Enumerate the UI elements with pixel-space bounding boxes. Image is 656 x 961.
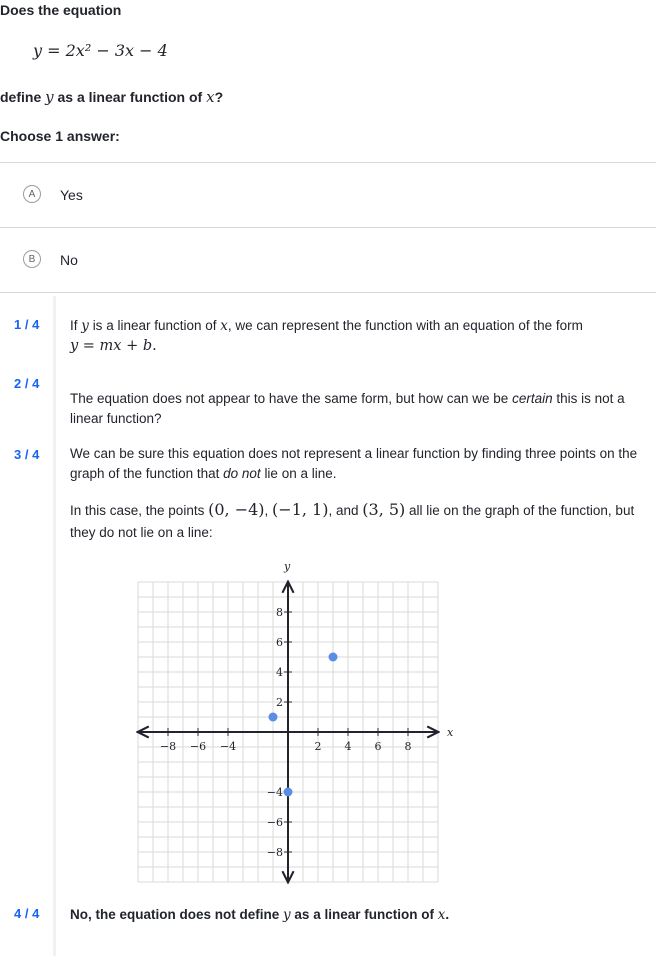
y-tick-label: 8 [276,606,283,619]
question-equation: y = 2x² − 3x − 4 [33,41,168,60]
x-tick-label: 2 [314,740,322,753]
hint-2-t1: The equation does not appear to have the same form, but how can we be [70,391,509,406]
y-tick-label: 6 [276,636,283,649]
hint-3-sep2: , and [328,503,359,518]
hint-1-text [70,316,650,356]
define-end: ? [214,89,224,105]
y-axis-label: y [284,560,291,573]
x-tick-label: 6 [374,740,382,753]
choice-b[interactable] [0,228,656,291]
hint-4-var-x: x [437,907,446,923]
point-neg1-1: (−1, 1) [272,500,329,519]
hint-1-equation: y = mx + b. [70,338,157,354]
point-0-neg4: (0, −4) [208,500,265,519]
hint-3-p2b: all lie on the graph of the function, but they do not lie on a line: [70,503,635,540]
x-tick-label: −4 [219,740,237,753]
x-tick-label: −8 [159,740,177,753]
hint-1-t2: is a linear function of [92,318,217,333]
hint-1-t3: , we can represent the function with an equation of the form [227,318,583,333]
question-intro: Does the equation [0,2,122,18]
choice-b-letter: B [23,250,41,268]
choice-a-letter: A [23,185,41,203]
hint-4-var-y: y [283,907,291,923]
data-point [269,713,278,722]
point-3-5: (3, 5) [362,500,406,519]
y-tick-label: −6 [266,816,283,829]
define-mid: as a linear function of [57,89,203,105]
hint-3-p1b: lie on a line. [264,466,337,481]
hint-3-sep1: , [264,503,269,518]
data-point [329,653,338,662]
hint-3-number: 3 / 4 [14,447,40,462]
y-tick-label: 2 [276,696,283,709]
hint-3-paragraph-2 [70,499,645,544]
hint-3-paragraph-1 [70,444,656,484]
question-prompt [0,88,223,106]
hint-1-var-y: y [81,318,89,334]
hint-4-text [70,905,650,925]
hint-4-t1: No, the equation does not define [70,907,280,922]
hint-3-p2a: In this case, the points [70,503,205,518]
choice-b-label: No [60,252,78,268]
data-point [284,788,293,797]
x-axis-label: x [447,726,454,739]
hint-3-p1a: We can be sure this equation does not represent a linear function by finding three points on the graph of the function that [70,446,638,481]
define-pre: define [0,89,42,105]
hint-2-text [70,389,650,429]
choose-label: Choose 1 answer: [0,128,120,144]
coordinate-graph [132,556,452,888]
y-tick-label: −4 [266,786,283,799]
y-tick-label: −8 [266,846,283,859]
hint-1-t1: If [70,318,78,333]
x-tick-label: −6 [189,740,207,753]
hint-2-t2: this is not a linear function? [70,391,625,426]
hint-4-t2: as a linear function of [294,907,434,922]
y-tick-label: 4 [276,666,283,679]
hint-3-emphasis: do not [223,466,261,481]
choice-a[interactable] [0,163,656,226]
define-var-y: y [45,88,54,106]
hint-2-number: 2 / 4 [14,376,40,391]
hint-sidebar [53,296,56,956]
hint-2-emphasis: certain [512,391,553,406]
hint-1-var-x: x [220,318,228,334]
hint-4-t3: . [445,907,450,922]
choice-a-label: Yes [60,187,83,203]
hint-4-number: 4 / 4 [14,906,40,921]
hint-1-number: 1 / 4 [14,317,40,332]
divider [0,292,656,293]
x-tick-label: 8 [404,740,412,753]
define-var-x: x [206,88,215,106]
x-tick-label: 4 [344,740,352,753]
